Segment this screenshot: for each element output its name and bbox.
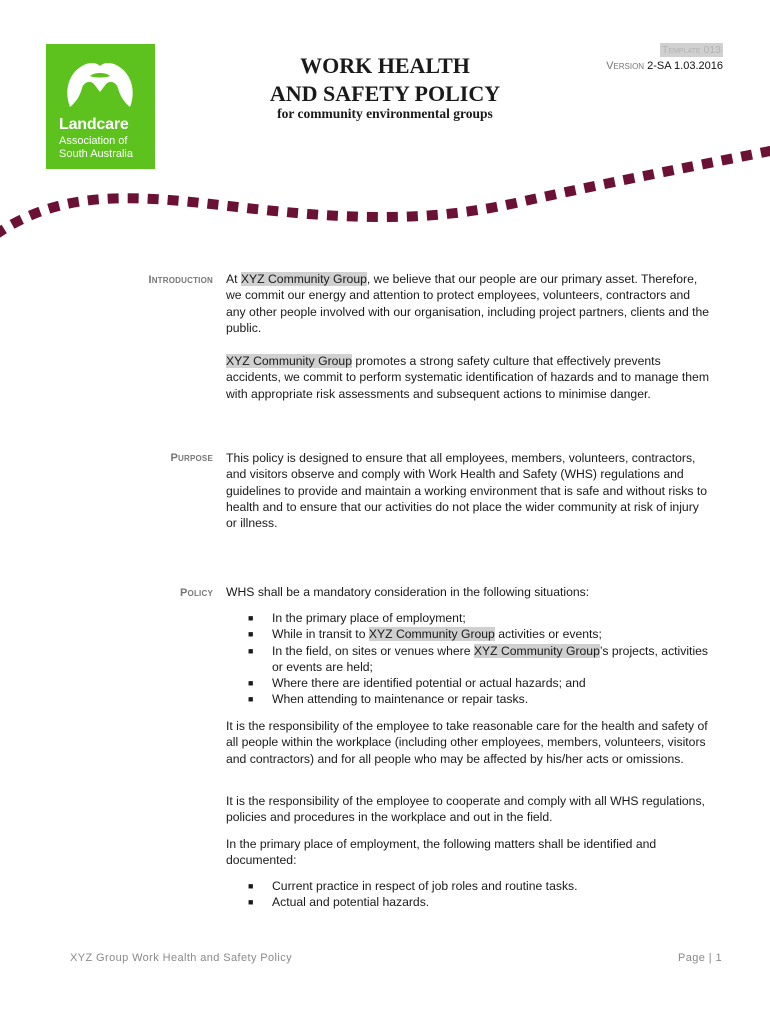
list-item [226,691,711,707]
policy-paragraph-responsibility-comply: It is the responsibility of the employee to cooperate and comply with all WHS regulations, policies and procedures in the workplace and out in the field. [226,794,705,825]
logo-sub-line2: South Australia [59,148,133,160]
document-title [235,52,535,108]
list-item-text: Current practice in respect of job roles and routine tasks. [272,879,578,893]
intro-p1-lead: At [226,272,241,286]
list-item-text: While in transit to [272,627,369,642]
list-item-text: ’s projects, activities or events are held; [272,643,709,674]
placeholder-highlight: XYZ Community Group [240,272,367,286]
list-item-text: In the primary place of employment; [272,611,466,625]
template-number: Template 013 [661,44,721,56]
policy-paragraph-primary-place: In the primary place of employment, the following matters shall be identified and documented: [226,837,657,868]
bullet-icon: ■ [248,881,254,891]
list-item [226,675,711,691]
footer-document-name: XYZ Group Work Health and Safety Policy [70,952,293,964]
purpose-paragraph: This policy is designed to ensure that all employees, members, volunteers, contractors, and visitors observe and comply with Work Health and Safety (WHS) regulations and guidelines to provide and maintain a working environment that is safe and without risks to health and to ensure that our activities do not place the wider community at risk of injury or illness. [226,451,707,531]
logo-sub-line1: Association of [59,135,128,147]
document-subtitle: for community environmental groups [277,106,493,121]
bullet-icon: ■ [248,645,254,656]
list-item-text: Where there are identified potential or actual hazards; and [272,676,586,691]
title-line2: AND SAFETY POLICY [269,81,501,106]
list-item-text: In the field, on sites or venues where [272,643,474,658]
purpose-heading: Purpose [170,452,213,464]
hands-holding-landscape-icon [60,52,140,114]
list-item-text: When attending to maintenance or repair tasks. [272,692,529,707]
list-item [226,894,711,910]
title-line1: WORK HEALTH [300,53,470,78]
list-item [226,878,711,894]
introduction-paragraph-2 [226,353,711,402]
list-item-text: Actual and potential hazards. [272,895,430,910]
list-item [226,626,711,642]
policy-intro: WHS shall be a mandatory consideration in the following situations: [226,585,590,599]
decorative-dashed-wave [0,140,770,240]
footer-page-number: Page | 1 [678,952,722,964]
policy-documented-list [226,878,711,911]
policy-heading: Policy [180,587,213,599]
version-label: Version [606,60,645,72]
version-value: 2-SA 1.03.2016 [647,60,723,72]
introduction-paragraph-1 [226,271,711,336]
introduction-heading: Introduction [148,274,213,286]
policy-situations-list [226,610,711,708]
list-item [226,643,711,676]
bullet-icon: ■ [248,678,254,689]
list-item-text: activities or events; [494,627,602,642]
placeholder-highlight: XYZ Community Group [473,643,600,658]
bullet-icon: ■ [248,694,254,705]
bullet-icon: ■ [248,613,254,623]
placeholder-highlight: XYZ Community Group [368,627,495,642]
list-item [226,610,711,626]
logo-brand: Landcare [59,116,129,133]
intro-p2-rest: promotes a strong safety culture that effectively prevents accidents, we commit to perform systematic identification of hazards and to manage them with appropriate risk assessments and subsequent actions to minimise danger. [226,354,709,401]
intro-p1-rest: , we believe that our people are our primary asset. Therefore, we commit our energy and attention to protect employees, volunteers, contractors and any other people involved with our organisation, including project partners, clients and the public. [226,272,710,335]
placeholder-highlight: XYZ Community Group [226,354,352,368]
version-line [606,59,723,73]
policy-paragraph-responsibility-care: It is the responsibility of the employee to take reasonable care for the health and safety of all people within the workplace (including other employees, members, volunteers, visitors and contractors) and for all people who may be affected by his/her acts or omissions. [226,719,708,766]
bullet-icon: ■ [248,629,254,640]
bullet-icon: ■ [248,897,254,908]
